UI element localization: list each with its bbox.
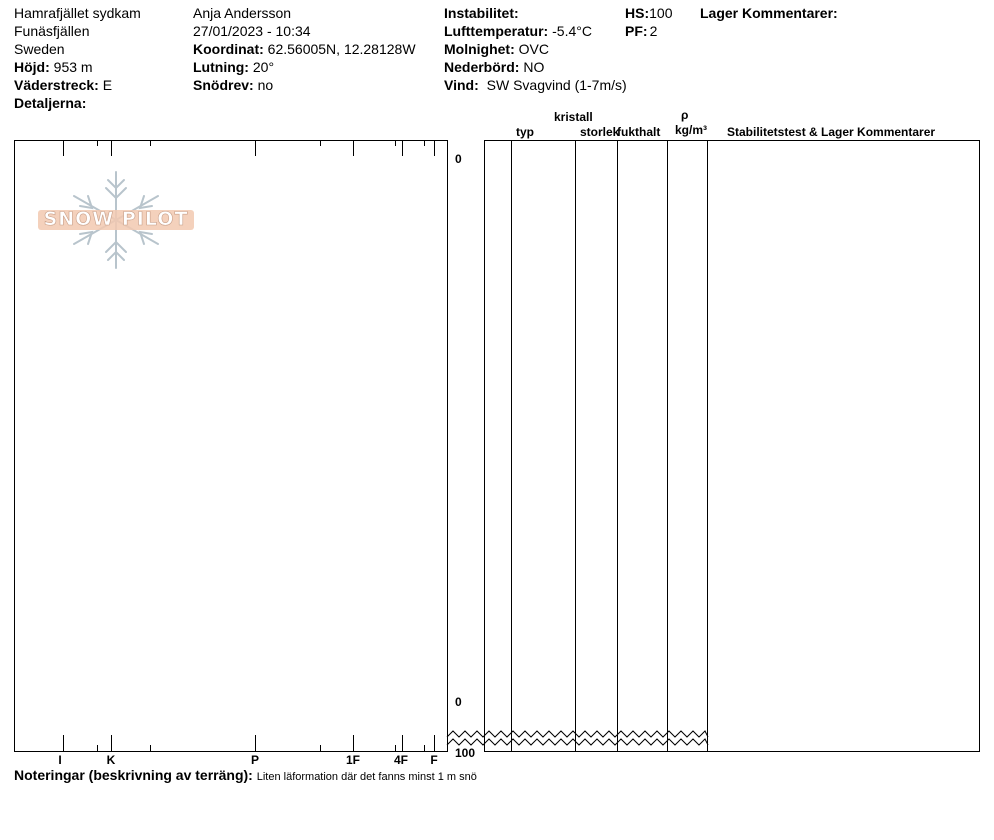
top-tick-minor (150, 140, 151, 146)
airtemp-value: -5.4°C (552, 23, 592, 39)
column-divider (575, 140, 576, 752)
airtemp-label: Lufttemperatur: (444, 23, 549, 39)
hs-label: HS: (625, 5, 650, 21)
bottom-tick-p (255, 735, 256, 752)
layer-comments-label: Lager Kommentarer: (700, 5, 838, 21)
drift-label: Snödrev: (193, 77, 254, 93)
header-stability: Stabilitetstest & Lager Kommentarer (727, 125, 936, 139)
top-tick-p (255, 140, 256, 156)
depth-label-lower: 0 (455, 695, 462, 709)
bottom-tick-minor (150, 745, 151, 752)
wind-row (444, 76, 627, 94)
column-divider (707, 140, 708, 752)
precip-label: Nederbörd: (444, 59, 520, 75)
coordinates-label: Koordinat: (193, 41, 264, 57)
notes-text: Liten läformation där det fanns minst 1 m snö (256, 771, 477, 783)
details-label: Detaljerna: (14, 95, 87, 111)
bottom-tick-f (434, 735, 435, 752)
bottom-tick-1f (353, 735, 354, 752)
top-tick-k (111, 140, 112, 156)
top-tick-minor (97, 140, 98, 146)
header-typ: typ (516, 125, 534, 139)
slope-value: 20° (252, 59, 275, 75)
precip-value: NO (523, 59, 545, 75)
bottom-tick-minor (320, 745, 321, 752)
bottom-tick-minor (424, 745, 425, 752)
notes-label: Noteringar (beskrivning av terräng): (14, 767, 253, 783)
hardness-label-k: K (106, 753, 116, 767)
layer-table-box (484, 140, 980, 752)
top-tick-minor (395, 140, 396, 146)
bottom-tick-4f (402, 735, 403, 752)
top-tick-1f (353, 140, 354, 156)
hs-row (625, 4, 672, 22)
observation-datetime: 27/01/2023 - 10:34 (193, 23, 311, 39)
bottom-tick-minor (395, 745, 396, 752)
clouds-value: OVC (518, 41, 549, 57)
top-tick-4f (402, 140, 403, 156)
hardness-label-f: F (430, 753, 438, 767)
country-name: Sweden (14, 41, 65, 57)
pf-value: 2 (649, 23, 658, 39)
bottom-tick-minor (97, 745, 98, 752)
column-divider (511, 140, 512, 752)
wind-value: SW Svagvind (1-7m/s) (486, 77, 627, 93)
logo-text: SNOW PILOT (43, 208, 189, 230)
drift-value: no (257, 77, 274, 93)
slope-label: Lutning: (193, 59, 249, 75)
header-rho: ρ (681, 108, 689, 122)
hardness-label-1f: 1F (345, 753, 360, 767)
header-storlek: storlek (580, 125, 620, 139)
hs-value: 100 (649, 5, 673, 21)
observer-name: Anja Andersson (193, 5, 292, 21)
region-name: Funäsfjällen (14, 23, 90, 39)
bottom-tick-i (63, 735, 64, 752)
aspect-value: E (102, 77, 113, 93)
top-tick-i (63, 140, 64, 156)
coordinates-row (193, 40, 416, 58)
hardness-label-4f: 4F (393, 753, 408, 767)
altitude-value: 953 m (53, 59, 93, 75)
clouds-label: Molnighet: (444, 41, 515, 57)
header-kristall: kristall (554, 110, 593, 124)
airtemp-row (444, 22, 592, 40)
drift-row (193, 76, 273, 94)
notes-row (14, 766, 477, 786)
coordinates-value: 62.56005N, 12.28128W (267, 41, 416, 57)
bottom-tick-k (111, 735, 112, 752)
clouds-row (444, 40, 549, 58)
location-name: Hamrafjället sydkam (14, 5, 141, 21)
aspect-row (14, 76, 112, 94)
top-tick-minor (424, 140, 425, 146)
altitude-row (14, 58, 93, 76)
hardness-label-p: P (250, 753, 259, 767)
hardness-label-i: I (58, 753, 62, 767)
altitude-label: Höjd: (14, 59, 50, 75)
instability-label: Instabilitet: (444, 5, 519, 21)
column-divider (667, 140, 668, 752)
depth-label-top: 0 (455, 152, 462, 166)
precip-row (444, 58, 544, 76)
top-tick-minor (320, 140, 321, 146)
header-fukthalt: fukthalt (617, 125, 661, 139)
top-tick-f (434, 140, 435, 156)
aspect-label: Väderstreck: (14, 77, 99, 93)
pf-row (625, 22, 657, 40)
wind-label: Vind: (444, 77, 479, 93)
header-density-unit: kg/m³ (675, 123, 708, 137)
depth-label-bottom: 100 (455, 746, 476, 760)
slope-row (193, 58, 274, 76)
snowpilot-logo (36, 168, 196, 272)
column-divider (617, 140, 618, 752)
pf-label: PF: (625, 23, 648, 39)
